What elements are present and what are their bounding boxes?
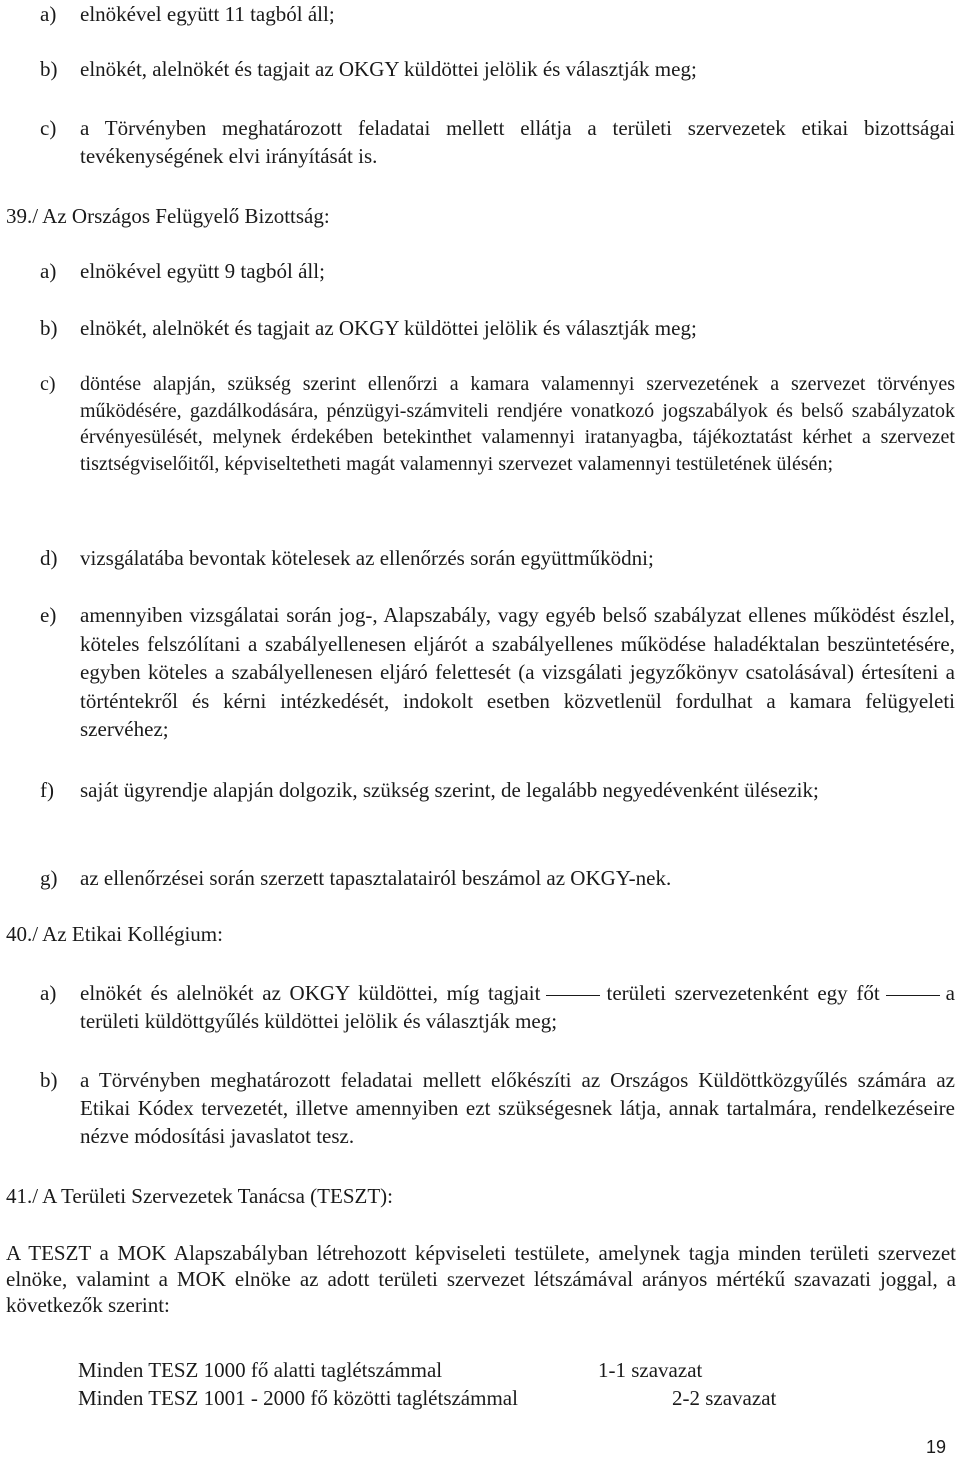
- s39-item-d: [40, 544, 955, 572]
- list-label: c): [40, 373, 56, 395]
- list-text: saját ügyrendje alapján dolgozik, szükség szerint, de legalább negyedévenként ülésezik;: [80, 778, 819, 802]
- page-number: 19: [925, 1437, 946, 1457]
- s39-item-f: [40, 776, 955, 804]
- s40-item-a: [40, 979, 955, 1035]
- text-part: területi szervezetenként egy főt: [606, 981, 880, 1005]
- vote-count: 1-1 szavazat: [598, 1358, 703, 1382]
- list-text: amennyiben vizsgálatai során jog-, Alapszabály, vagy egyéb belső szabályzat ellenes működést észlel, köteles felszólítani a szabályellenesen eljárót a szabályellenes működése haladéktalan beszüntetésére, egyben köteles a szabályellenesen eljáró felettesét (a vizsgálati jegyzőkönyv csatolásával) értesíteni a történtekről és kérni intézkedését, indokolt esetben közvetlenül fordulhat a kamara felügyeleti szervéhez;: [80, 603, 955, 741]
- vote-row: [78, 1356, 703, 1384]
- list-text: a Törvényben meghatározott feladatai mellett ellátja a területi szervezetek etikai bizottságai tevékenységének elvi irányítását is.: [80, 116, 955, 168]
- list-label: a): [40, 259, 57, 283]
- s40-item-b: [40, 1066, 955, 1150]
- list-text: vizsgálatába bevontak kötelesek az ellenőrzés során együttműködni;: [80, 546, 654, 570]
- list-text: elnökét, alelnökét és tagjait az OKGY küldöttei jelölik és választják meg;: [80, 57, 697, 81]
- s39-item-g: [40, 864, 955, 892]
- section-41-title: 41./ A Területi Szervezetek Tanácsa (TESZT):: [6, 1184, 393, 1208]
- section-41-paragraph: A TESZT a MOK Alapszabályban létrehozott képviseleti testülete, amelynek tagja minden területi szervezet elnöke, valamint a MOK elnöke az adott területi szervezet létszámával arányos mértékű szavazati joggal, a következők szerint:: [6, 1241, 956, 1317]
- section-39-title: 39./ Az Országos Felügyelő Bizottság:: [6, 204, 330, 228]
- list-text: elnökével együtt 11 tagból áll;: [80, 2, 335, 26]
- list-text: [80, 979, 955, 1035]
- em-dash-rule: [546, 995, 600, 996]
- vote-category: Minden TESZ 1000 fő alatti taglétszámmal: [78, 1358, 443, 1382]
- list-text: az ellenőrzései során szerzett tapasztalatairól beszámol az OKGY-nek.: [80, 866, 672, 890]
- list-label: a): [40, 2, 57, 26]
- s39-item-a: [40, 257, 955, 285]
- list-label: f): [40, 778, 54, 802]
- list-label: b): [40, 1068, 58, 1092]
- section-40-title: 40./ Az Etikai Kollégium:: [6, 922, 223, 946]
- em-dash-rule: [886, 995, 940, 996]
- list-label: b): [40, 316, 58, 340]
- text-part: a területi küldöttgyűlés küldöttei jelölik és választják meg;: [80, 981, 955, 1033]
- vote-category: Minden TESZ 1001 - 2000 fő közötti taglétszámmal: [78, 1386, 518, 1410]
- list-label: b): [40, 57, 58, 81]
- list-text: elnökét, alelnökét és tagjait az OKGY küldöttei jelölik és választják meg;: [80, 316, 697, 340]
- list-text: elnökével együtt 9 tagból áll;: [80, 259, 325, 283]
- text-part: elnökét és alelnökét az OKGY küldöttei, míg tagjait: [80, 981, 541, 1005]
- list-text: a Törvényben meghatározott feladatai mellett előkészíti az Országos Küldöttközgyűlés számára az Etikai Kódex tervezetét, illetve amennyiben ezt szükségesnek látja, annak tartalmára, rendelkezéseire nézve módosítási javaslatot tesz.: [80, 1068, 955, 1148]
- list-label: c): [40, 116, 57, 140]
- list-label: d): [40, 546, 58, 570]
- list-label: e): [40, 603, 57, 627]
- s39-item-e: [40, 601, 955, 744]
- list-item-c: [40, 114, 955, 170]
- list-item-b: [40, 55, 955, 83]
- vote-count: 2-2 szavazat: [672, 1386, 777, 1410]
- list-label: g): [40, 866, 58, 890]
- list-item-a: [40, 0, 955, 28]
- s39-item-c: [40, 371, 955, 477]
- vote-row: [78, 1384, 777, 1412]
- s39-item-b: [40, 314, 955, 342]
- list-label: a): [40, 981, 57, 1005]
- list-text: döntése alapján, szükség szerint ellenőrzi a kamara valamennyi szervezetének a szervezet törvényes működésére, gazdálkodására, pénzügyi-számviteli rendjére vonatkozó jogszabályok és belső szabályzatok érvényesülését, melynek érdekében betekinthet valamennyi iratanyagba, tájékoztatást kérhet a szervezet tisztségviselőitől, képviseltetheti magát valamennyi szervezet valamennyi testületének ülésén;: [80, 373, 955, 475]
